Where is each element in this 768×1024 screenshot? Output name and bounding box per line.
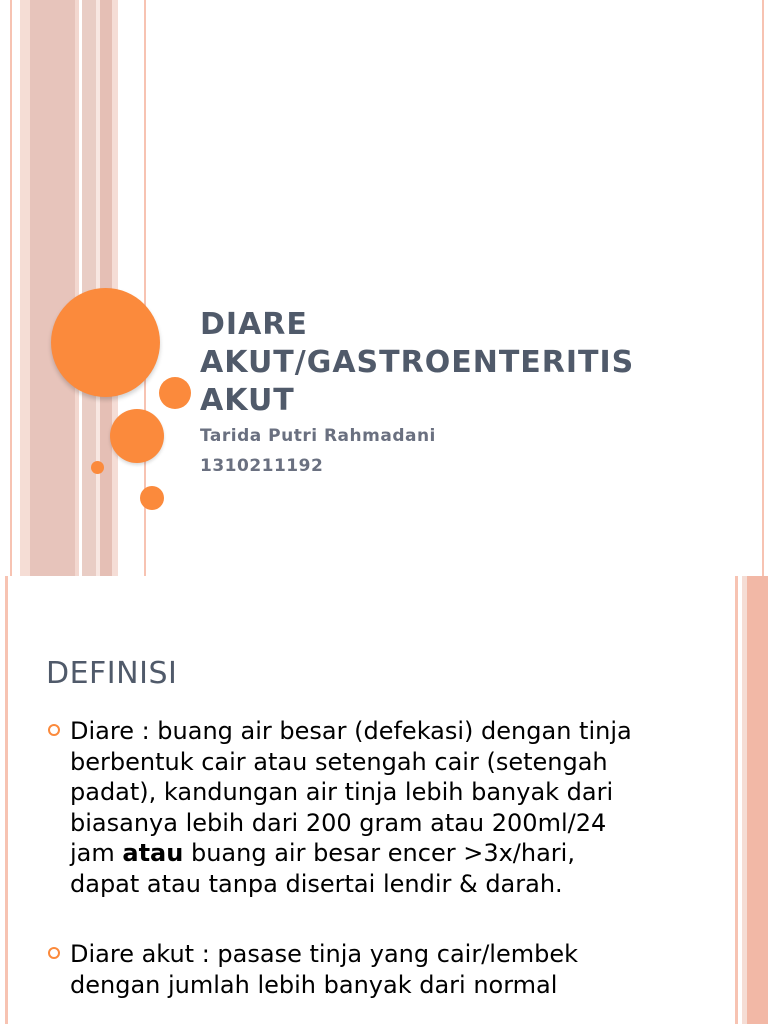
author-name: Tarida Putri Rahmadani <box>200 426 436 446</box>
decorative-circle <box>91 461 104 474</box>
decorative-stripe <box>5 576 8 1024</box>
bullet-circle-icon <box>48 947 60 959</box>
bullet-text: buang air besar encer >3x/hari, dapat atau tanpa disertai lendir & darah. <box>70 839 575 898</box>
slide-heading: DEFINISI <box>46 656 178 691</box>
decorative-stripe <box>735 576 738 1024</box>
decorative-stripe <box>75 0 79 576</box>
decorative-circle <box>110 409 164 463</box>
decorative-stripe <box>10 0 12 576</box>
bullet-list <box>46 716 646 1024</box>
list-item <box>46 716 646 899</box>
bullet-text: Diare akut : pasase tinja yang cair/lembek dengan jumlah lebih banyak dari normal <box>70 940 578 999</box>
decorative-circle <box>159 377 191 409</box>
decorative-stripe <box>82 0 96 576</box>
decorative-circle <box>51 288 160 397</box>
definition-slide <box>0 576 768 1024</box>
decorative-stripe <box>762 0 764 576</box>
bullet-emphasis: atau <box>122 839 184 867</box>
student-id: 1310211192 <box>200 456 324 476</box>
list-item <box>46 939 646 1000</box>
decorative-circle <box>140 486 164 510</box>
bullet-text: Diare : buang air besar (defekasi) dengan tinja berbentuk cair atau setengah cair (setengah padat), kandungan air tinja lebih banyak dari biasanya lebih dari 200 gram atau 200ml/24 jam <box>70 717 632 867</box>
decorative-stripe <box>747 576 768 1024</box>
decorative-stripe <box>20 0 30 576</box>
decorative-stripe <box>30 0 75 576</box>
bullet-circle-icon <box>48 724 60 736</box>
slide-title: DIARE AKUT/GASTROENTERITIS AKUT <box>200 307 635 418</box>
